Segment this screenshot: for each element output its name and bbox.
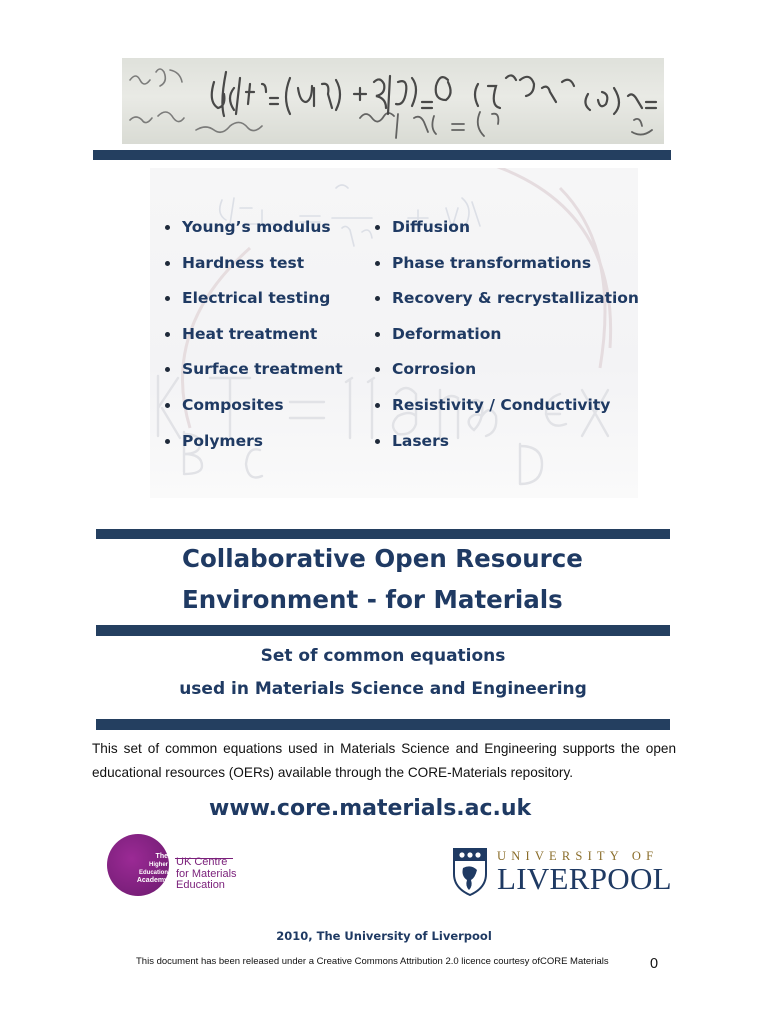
- divider-bar-title-bottom: [96, 625, 670, 636]
- list-item: Heat treatment: [165, 321, 343, 357]
- licence-text: This document has been released under a Creative Commons Attribution 2.0 licence courtesy ofCORE Materials: [136, 956, 609, 967]
- subtitle-line-2: used in Materials Science and Engineering: [179, 679, 587, 699]
- topics-list-left: [165, 214, 343, 463]
- list-item: Young’s modulus: [165, 214, 343, 250]
- hea-logo-word: The: [155, 853, 168, 860]
- hea-logo-word: Education: [138, 870, 168, 876]
- list-item: Polymers: [165, 428, 343, 464]
- list-item: Electrical testing: [165, 285, 343, 321]
- list-item: Composites: [165, 392, 343, 428]
- liverpool-crest-icon: [453, 848, 487, 896]
- website-link[interactable]: www.core.materials.ac.uk: [209, 796, 532, 821]
- divider-bar-subtitle-bottom: [96, 719, 670, 730]
- hea-logo-text: [118, 853, 168, 885]
- liverpool-logo-main: LIVERPOOL: [497, 861, 672, 896]
- ukcme-line: Education: [176, 879, 225, 891]
- title-line-2: Environment - for Materials: [182, 585, 563, 614]
- list-item: Resistivity / Conductivity: [375, 392, 639, 428]
- list-item: Diffusion: [375, 214, 639, 250]
- list-item: Corrosion: [375, 356, 639, 392]
- list-item: Hardness test: [165, 250, 343, 286]
- ukcme-logo-text: [176, 857, 237, 892]
- page-subtitle: [96, 640, 670, 706]
- copyright-text: 2010, The University of Liverpool: [276, 929, 492, 943]
- hea-logo-word: Academy: [136, 877, 168, 884]
- list-item: Lasers: [375, 428, 639, 464]
- list-item: Surface treatment: [165, 356, 343, 392]
- ukcme-line: UK Centre: [176, 856, 228, 868]
- subtitle-line-1: Set of common equations: [260, 646, 506, 666]
- list-item: Deformation: [375, 321, 639, 357]
- intro-paragraph: This set of common equations used in Materials Science and Engineering supports the open educational resources (OERs) available through the CORE-Materials repository.: [92, 741, 676, 780]
- liverpool-logo-top: UNIVERSITY OF: [497, 849, 659, 863]
- hea-logo-word: Higher: [148, 862, 168, 868]
- list-item: Recovery & recrystallization: [375, 285, 639, 321]
- page-title: [182, 538, 662, 620]
- list-item: Phase transformations: [375, 250, 639, 286]
- divider-bar-top: [93, 150, 671, 160]
- page-number: 0: [650, 956, 659, 972]
- title-line-1: Collaborative Open Resource: [182, 544, 583, 573]
- whiteboard-equations-image: [122, 58, 664, 144]
- ukcme-line: for Materials: [176, 867, 237, 880]
- topics-list-right: [375, 214, 639, 463]
